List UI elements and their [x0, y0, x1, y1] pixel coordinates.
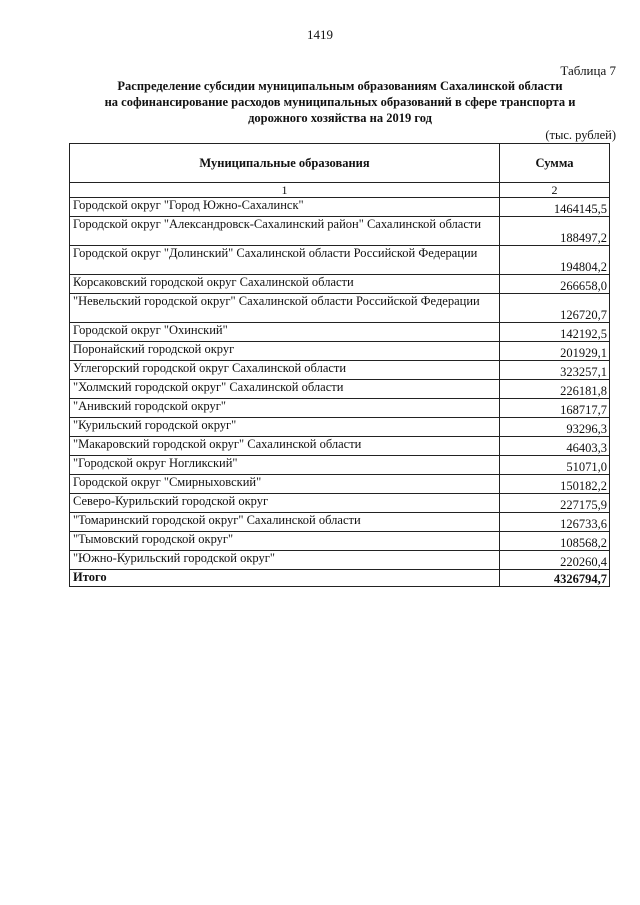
amount-cell: 108568,2: [500, 532, 610, 551]
table-row: [70, 456, 610, 475]
table-row: [70, 399, 610, 418]
amount-cell: 126733,6: [500, 513, 610, 532]
subsidy-table: [69, 143, 610, 587]
amount-cell: 220260,4: [500, 551, 610, 570]
table-label: Таблица 7: [560, 63, 616, 78]
units-label: (тыс. рублей): [545, 128, 616, 142]
municipality-name: "Макаровский городской округ" Сахалинской области: [70, 437, 500, 456]
amount-cell: 142192,5: [500, 323, 610, 342]
amount-cell: 323257,1: [500, 361, 610, 380]
table-row: [70, 198, 610, 217]
municipality-name: "Холмский городской округ" Сахалинской области: [70, 380, 500, 399]
municipality-name: Городской округ "Город Южно-Сахалинск": [70, 198, 500, 217]
amount-cell: 194804,2: [500, 246, 610, 275]
amount-cell: 51071,0: [500, 456, 610, 475]
header-row: [70, 144, 610, 183]
table-row: [70, 475, 610, 494]
table-row: [70, 342, 610, 361]
municipality-name: Городской округ "Смирныховский": [70, 475, 500, 494]
column-number: 2: [500, 183, 610, 198]
amount-cell: 266658,0: [500, 275, 610, 294]
table-row: [70, 418, 610, 437]
table-row: [70, 294, 610, 323]
column-number: 1: [70, 183, 500, 198]
amount-cell: 227175,9: [500, 494, 610, 513]
municipality-name: "Невельский городской округ" Сахалинской области Российской Федерации: [70, 294, 500, 323]
table-row: [70, 246, 610, 275]
municipality-name: "Анивский городской округ": [70, 399, 500, 418]
total-label: Итого: [70, 570, 500, 587]
municipality-name: Северо-Курильский городской округ: [70, 494, 500, 513]
amount-cell: 46403,3: [500, 437, 610, 456]
table-row: [70, 217, 610, 246]
amount-cell: 1464145,5: [500, 198, 610, 217]
amount-cell: 126720,7: [500, 294, 610, 323]
municipality-name: Корсаковский городской округ Сахалинской области: [70, 275, 500, 294]
total-amount: 4326794,7: [500, 570, 610, 587]
amount-cell: 168717,7: [500, 399, 610, 418]
municipality-name: Городской округ "Охинский": [70, 323, 500, 342]
table-row: [70, 551, 610, 570]
amount-cell: 188497,2: [500, 217, 610, 246]
header-amount: Сумма: [500, 144, 610, 183]
table-row: [70, 494, 610, 513]
amount-cell: 93296,3: [500, 418, 610, 437]
table-row: [70, 513, 610, 532]
municipality-name: Углегорский городской округ Сахалинской области: [70, 361, 500, 380]
column-number-row: [70, 183, 610, 198]
municipality-name: "Тымовский городской округ": [70, 532, 500, 551]
amount-cell: 150182,2: [500, 475, 610, 494]
title-line: Распределение субсидии муниципальным образованиям Сахалинской области: [117, 79, 563, 93]
table-row: [70, 437, 610, 456]
table-title: [70, 78, 610, 126]
total-row: [70, 570, 610, 587]
municipality-name: "Томаринский городской округ" Сахалинской области: [70, 513, 500, 532]
table-row: [70, 323, 610, 342]
municipality-name: Городской округ "Долинский" Сахалинской области Российской Федерации: [70, 246, 500, 275]
table-row: [70, 380, 610, 399]
title-line: дорожного хозяйства на 2019 год: [248, 111, 432, 125]
page-number: 1419: [307, 27, 333, 42]
amount-cell: 226181,8: [500, 380, 610, 399]
municipality-name: Городской округ "Александровск-Сахалинский район" Сахалинской области: [70, 217, 500, 246]
table-row: [70, 532, 610, 551]
header-municipalities: Муниципальные образования: [70, 144, 500, 183]
table-row: [70, 361, 610, 380]
municipality-name: "Курильский городской округ": [70, 418, 500, 437]
amount-cell: 201929,1: [500, 342, 610, 361]
municipality-name: Поронайский городской округ: [70, 342, 500, 361]
title-line: на софинансирование расходов муниципальных образований в сфере транспорта и: [104, 95, 576, 109]
municipality-name: "Городской округ Ногликский": [70, 456, 500, 475]
municipality-name: "Южно-Курильский городской округ": [70, 551, 500, 570]
table-row: [70, 275, 610, 294]
